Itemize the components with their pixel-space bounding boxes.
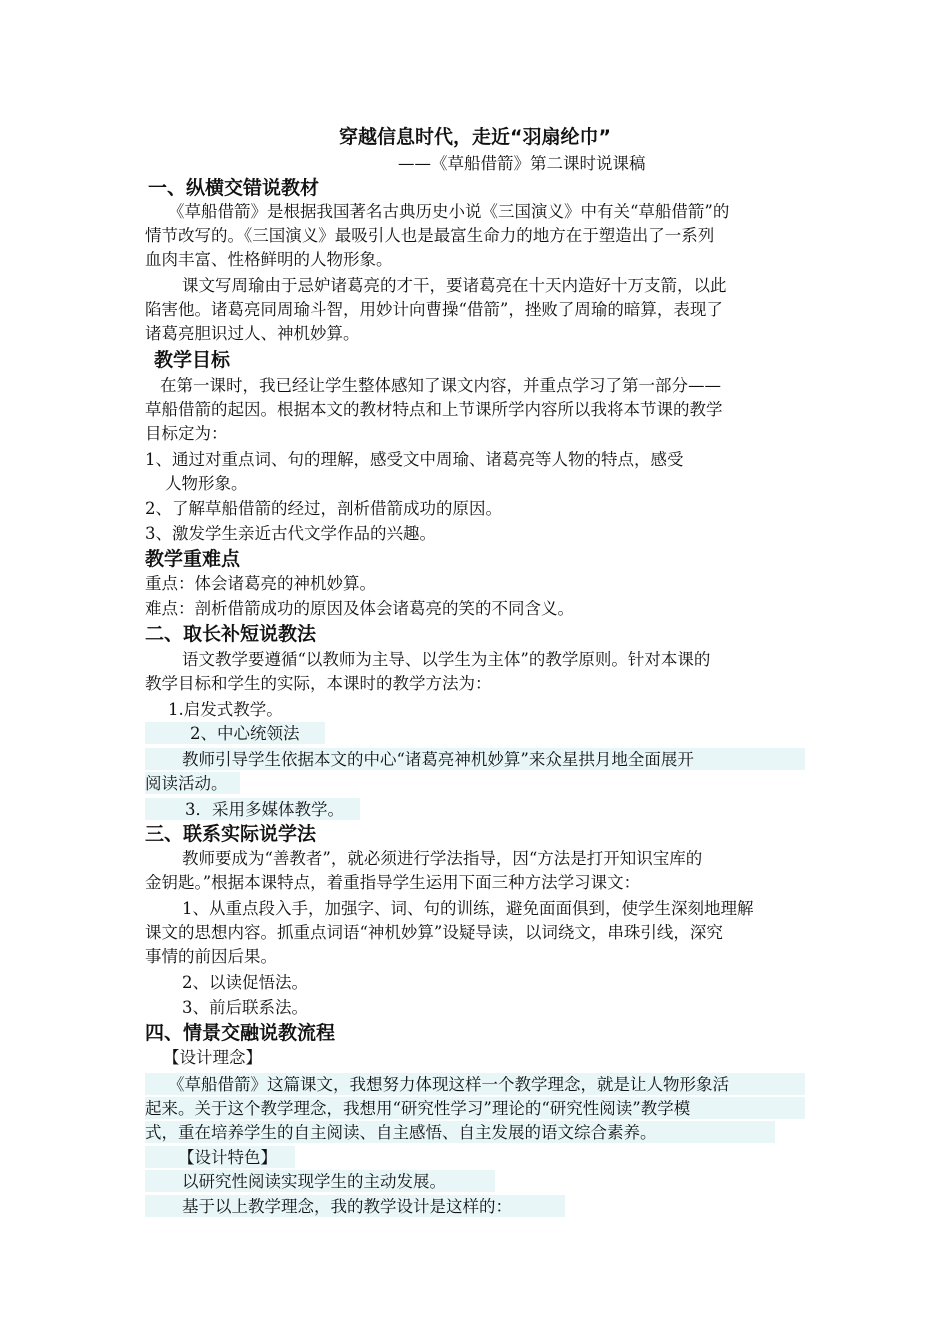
paragraph-line: 式，重在培养学生的自主阅读、自主感悟、自主发展的语文综合素养。 xyxy=(145,1123,657,1142)
paragraph-line: 金钥匙。”根据本课特点，着重指导学生运用下面三种方法学习课文： xyxy=(145,873,641,892)
paragraph-line: 草船借箭的起因。根据本文的教材特点和上节课所学内容所以我将本节课的教学 xyxy=(145,400,723,419)
paragraph-line: 起来。关于这个教学理念，我想用“研究性学习”理论的“研究性阅读”教学模 xyxy=(145,1099,691,1118)
paragraph-line: 情节改写的。《三国演义》最吸引人也是最富生命力的地方在于塑造出了一系列 xyxy=(145,226,715,245)
paragraph-line: 难点：剖析借箭成功的原因及体会诸葛亮的笑的不同含义。 xyxy=(145,599,574,618)
paragraph-line: 《草船借箭》是根据我国著名古典历史小说《三国演义》中有关“草船借箭”的 xyxy=(168,202,730,221)
label: 【设计理念】 xyxy=(163,1048,262,1067)
section-heading: 教学目标 xyxy=(154,349,231,371)
list-item: 1、通过对重点词、句的理解，感受文中周瑜、诸葛亮等人物的特点，感受 xyxy=(145,450,684,469)
section-heading: 教学重难点 xyxy=(145,548,241,570)
paragraph-line: 陷害他。诸葛亮同周瑜斗智，用妙计向曹操“借箭”，挫败了周瑜的暗算，表现了 xyxy=(145,300,723,319)
paragraph-line: 《草船借箭》这篇课文，我想努力体现这样一个教学理念，就是让人物形象活 xyxy=(168,1075,729,1094)
list-item: 2、中心统领法 xyxy=(190,724,300,743)
list-item: 人物形象。 xyxy=(165,474,248,493)
paragraph-line: 课文的思想内容。抓重点词语“神机妙算”设疑导读，以词绕文，串珠引线，深究 xyxy=(145,923,723,942)
paragraph-line: 基于以上教学理念，我的教学设计是这样的： xyxy=(182,1197,512,1216)
paragraph-line: 诸葛亮胆识过人、神机妙算。 xyxy=(145,324,360,343)
paragraph-line: 重点：体会诸葛亮的神机妙算。 xyxy=(145,574,376,593)
section-heading: 二、取长补短说教法 xyxy=(145,623,317,645)
paragraph-line: 目标定为： xyxy=(145,424,228,443)
list-item: 1、从重点段入手，加强字、词、句的训练，避免面面俱到，使学生深刻地理解 xyxy=(182,899,754,918)
list-item: 3．采用多媒体教学。 xyxy=(185,800,344,819)
list-item: 1.启发式教学。 xyxy=(168,700,283,719)
list-item: 3、激发学生亲近古代文学作品的兴趣。 xyxy=(145,524,436,543)
page-title: 穿越信息时代，走近“羽扇纶巾” xyxy=(339,126,611,148)
label: 【设计特色】 xyxy=(178,1148,277,1167)
paragraph-line: 教师引导学生依据本文的中心“诸葛亮神机妙算”来众星拱月地全面展开 xyxy=(182,750,694,769)
paragraph-line: 以研究性阅读实现学生的主动发展。 xyxy=(182,1172,446,1191)
paragraph-line: 血肉丰富、性格鲜明的人物形象。 xyxy=(145,250,393,269)
section-heading: 三、联系实际说学法 xyxy=(145,823,317,845)
paragraph-line: 教师要成为“善教者”，就必须进行学法指导，因“方法是打开知识宝库的 xyxy=(182,849,703,868)
list-item: 3、前后联系法。 xyxy=(182,998,308,1017)
section-heading: 四、情景交融说教流程 xyxy=(145,1022,336,1044)
paragraph-line: 教学目标和学生的实际，本课时的教学方法为： xyxy=(145,674,492,693)
list-item: 2、了解草船借箭的经过，剖析借箭成功的原因。 xyxy=(145,499,502,518)
page-subtitle: ——《草船借箭》第二课时说课稿 xyxy=(398,154,646,173)
paragraph-line: 阅读活动。 xyxy=(145,774,228,793)
paragraph-line: 事情的前因后果。 xyxy=(145,947,277,966)
paragraph-line: 在第一课时，我已经让学生整体感知了课文内容，并重点学习了第一部分—— xyxy=(160,376,721,395)
list-item: 2、以读促悟法。 xyxy=(182,973,308,992)
paragraph-line: 语文教学要遵循“以教师为主导、以学生为主体”的教学原则。针对本课的 xyxy=(182,650,711,669)
section-heading: 一、纵横交错说教材 xyxy=(148,177,320,199)
paragraph-line: 课文写周瑜由于忌妒诸葛亮的才干，要诸葛亮在十天内造好十万支箭，以此 xyxy=(182,276,727,295)
